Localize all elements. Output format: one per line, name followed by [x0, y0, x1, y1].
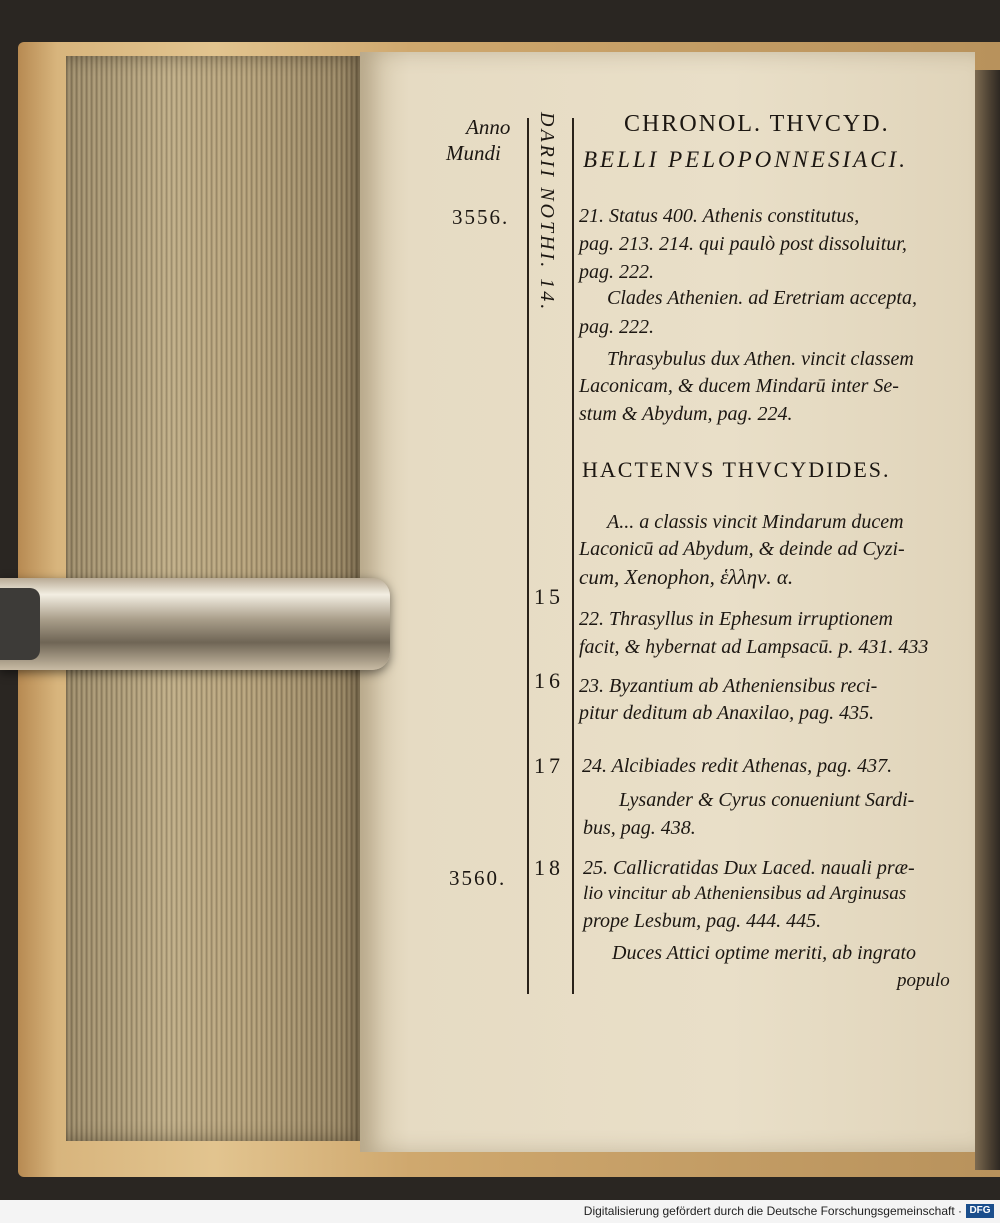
footer-bar [0, 1200, 1000, 1223]
text-line: 24. Alcibiades redit Athenas, pag. 437. [582, 755, 893, 777]
text-line: prope Lesbum, pag. 444. 445. [583, 910, 822, 932]
year-label: 3556. [452, 205, 510, 229]
binding-right-edge [975, 70, 1000, 1170]
text-line: A... a classis vincit Mindarum ducem [607, 511, 904, 533]
text-line: Laconicū ad Abydum, & deinde ad Cyzi- [579, 538, 905, 560]
text-line: 21. Status 400. Athenis constitutus, [579, 205, 860, 227]
page-title: CHRONOL. THVCYD. [624, 111, 890, 137]
section-heading: HACTENVS THVCYDIDES. [582, 457, 891, 482]
mundi-label: Mundi [446, 141, 501, 165]
text-line: pag. 213. 214. qui paulò post dissoluitur, [579, 233, 907, 255]
text-line: 22. Thrasyllus in Ephesum irruptionem [579, 608, 893, 630]
vertical-reign-label: DARII NOTHI. 14. [536, 112, 558, 313]
dfg-logo-icon: DFG [966, 1204, 994, 1218]
glass-holder-tip [0, 588, 40, 660]
footer-credit: Digitalisierung gefördert durch die Deutsche Forschungsgemeinschaft · [583, 1204, 962, 1218]
text-line: pag. 222. [579, 261, 654, 283]
text-line: 25. Callicratidas Dux Laced. nauali præ- [583, 857, 915, 879]
column-rule-right [572, 118, 574, 994]
text-line: Duces Attici optime meriti, ab ingrato [612, 942, 917, 964]
reign-year-number: 18 [534, 855, 564, 880]
text-line: cum, Xenophon, ἑλλην. α. [579, 565, 794, 589]
text-line: pag. 222. [579, 316, 654, 338]
column-rule-left [527, 118, 529, 994]
reign-year-number: 17 [534, 753, 564, 778]
text-line: populo [897, 970, 950, 991]
anno-label: Anno [466, 115, 511, 139]
text-line: Lysander & Cyrus conueniunt Sardi- [619, 789, 915, 811]
text-line: 23. Byzantium ab Atheniensibus reci- [579, 675, 878, 697]
year-label: 3560. [449, 866, 507, 890]
text-line: bus, pag. 438. [583, 817, 696, 839]
page-subtitle: BELLI PELOPONNESIACI. [583, 147, 908, 172]
text-line: lio vincitur ab Atheniensibus ad Arginusas [583, 883, 907, 904]
text-line: Thrasybulus dux Athen. vincit classem [607, 348, 914, 370]
reign-year-number: 15 [534, 584, 564, 609]
glass-page-holder [0, 578, 390, 670]
text-line: Clades Athenien. ad Eretriam accepta, [607, 287, 917, 309]
text-line: pitur deditum ab Anaxilao, pag. 435. [579, 702, 875, 724]
text-line: facit, & hybernat ad Lampsacū. p. 431. 433 [579, 636, 929, 658]
text-line: stum & Abydum, pag. 224. [579, 403, 793, 425]
reign-year-number: 16 [534, 668, 564, 693]
text-line: Laconicam, & ducem Mindarū inter Se- [579, 375, 899, 397]
